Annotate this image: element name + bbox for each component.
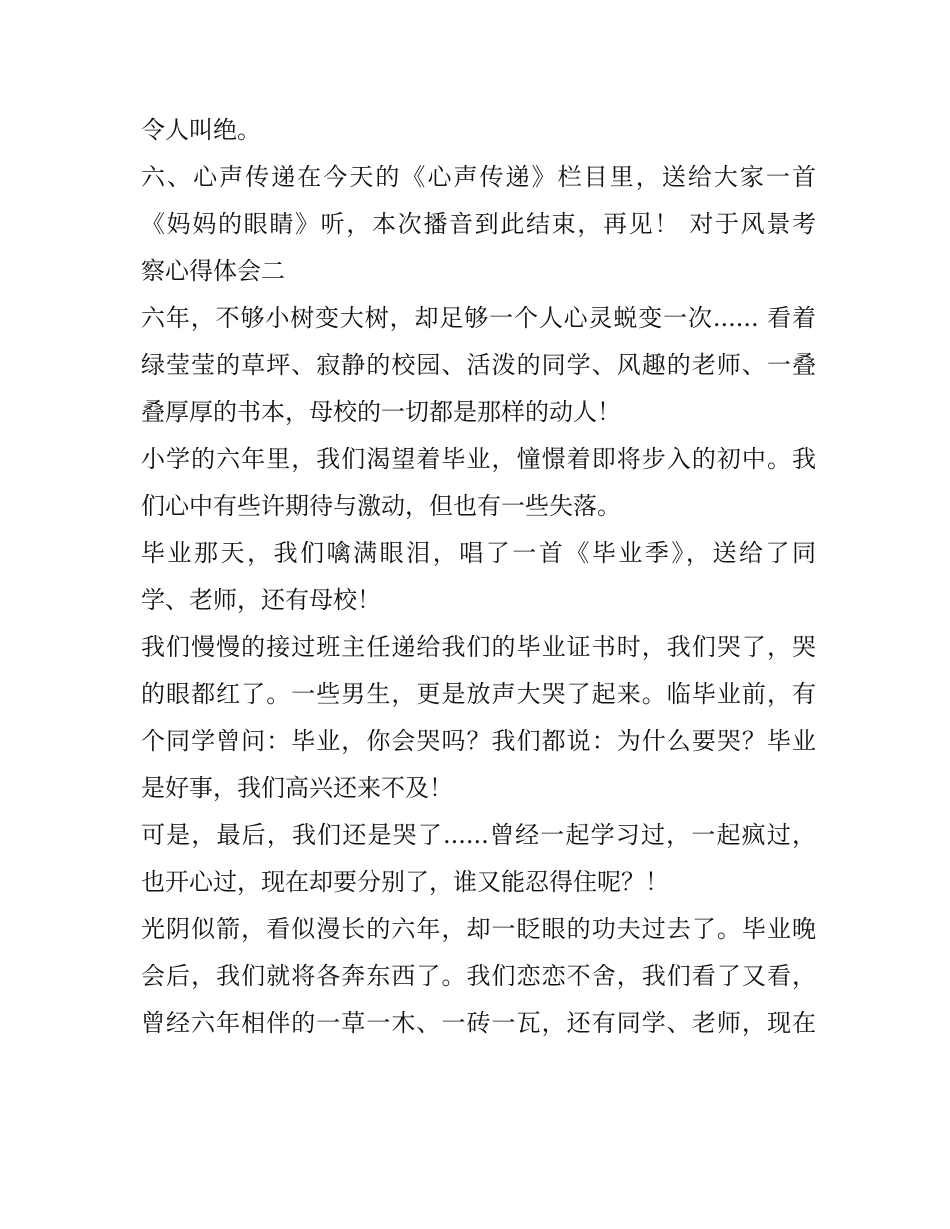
text-line: 绿莹莹的草坪、寂静的校园、活泼的同学、风趣的老师、一叠 [141,351,816,379]
text-line: 也开心过，现在却要分别了，谁又能忍得住呢？！ [141,868,669,896]
text-line: 的眼都红了。一些男生，更是放声大哭了起来。临毕业前，有 [141,680,816,708]
text-line: 光阴似箭，看似漫长的六年，却一眨眼的功夫过去了。毕业晚 [141,915,816,943]
text-line: 我们慢慢的接过班主任递给我们的毕业证书时，我们哭了，哭 [141,633,816,661]
text-line: 令人叫绝。 [141,116,261,144]
text-line: 们心中有些许期待与激动，但也有一些失落。 [141,492,621,520]
text-line: 叠厚厚的书本，母校的一切都是那样的动人！ [141,398,621,426]
text-line: 曾经六年相伴的一草一木、一砖一瓦，还有同学、老师，现在 [141,1009,816,1037]
text-line: 是好事，我们高兴还来不及！ [141,774,453,802]
text-line: 毕业那天，我们噙满眼泪，唱了一首《毕业季》，送给了同 [141,539,816,567]
document-body [141,107,816,1047]
text-line: 小学的六年里，我们渴望着毕业，憧憬着即将步入的初中。我 [141,445,816,473]
text-line: 可是，最后，我们还是哭了......曾经一起学习过，一起疯过， [141,821,816,849]
text-line: 个同学曾问：毕业，你会哭吗？我们都说：为什么要哭？毕业 [141,727,816,755]
text-line: 会后，我们就将各奔东西了。我们恋恋不舍，我们看了又看， [141,962,816,990]
text-line: 学、老师，还有母校！ [141,586,381,614]
text-line: 《妈妈的眼睛》听，本次播音到此结束，再见！ 对于风景考 [141,210,816,238]
text-line: 六、心声传递在今天的《心声传递》栏目里，送给大家一首 [141,163,816,191]
text-line: 察心得体会二 [141,257,285,285]
text-line: 六年，不够小树变大树，却足够一个人心灵蜕变一次...... 看着 [141,304,816,332]
